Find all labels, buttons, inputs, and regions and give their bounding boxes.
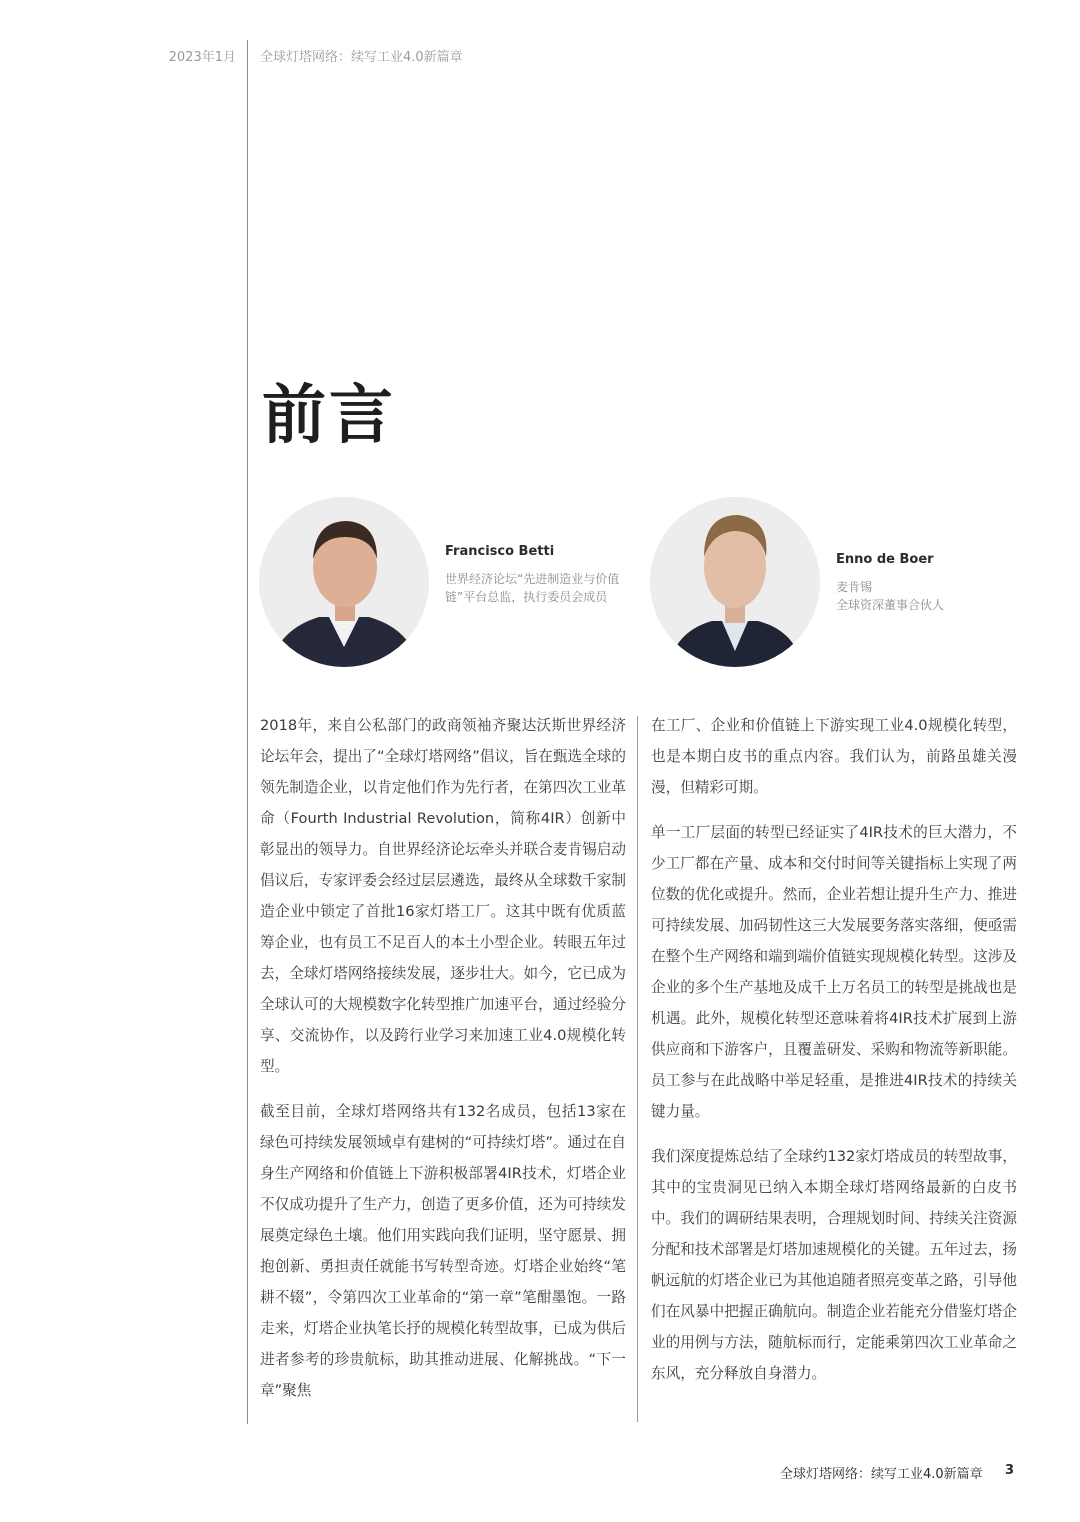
vertical-rule — [247, 40, 248, 1424]
column-divider — [637, 716, 638, 1422]
body-paragraph: 单一工厂层面的转型已经证实了4IR技术的巨大潜力，不少工厂都在产量、成本和交付时间等关键指标上实现了两位数的优化或提升。然而，企业若想让提升生产力、推进可持续发展、加码韧性这三大发展要务落实落细，便亟需在整个生产网络和端到端价值链实现规模化转型。这涉及企业的多个生产基地及成千上万名员工的转型是挑战也是机遇。此外，规模化转型还意味着将4IR技术扩展到上游供应商和下游客户，且覆盖研发、采购和物流等新职能。员工参与在此战略中举足轻重，是推进4IR技术的持续关键力量。 — [651, 824, 1017, 1120]
author-name: Enno de Boer — [836, 552, 934, 567]
footer-doc-title: 全球灯塔网络：续写工业4.0新篇章 — [780, 1467, 983, 1482]
author-role: 世界经济论坛“先进制造业与价值链”平台总监，执行委员会成员 — [445, 572, 620, 604]
body-paragraph: 在工厂、企业和价值链上下游实现工业4.0规模化转型，也是本期白皮书的重点内容。我们认为，前路虽雄关漫漫，但精彩可期。 — [651, 717, 1017, 796]
body-paragraph: 2018年，来自公私部门的政商领袖齐聚达沃斯世界经济论坛年会，提出了“全球灯塔网络”倡议，旨在甄选全球的领先制造企业，以肯定他们作为先行者，在第四次工业革命（Fourth Industrial Revolution，简称4IR）创新中彰显出的领导力。自世界经济论坛牵头并联合麦肯锡启动倡议后，专家评委会经过层层遴选，最终从全球数千家制造企业中锁定了首批16家灯塔工厂。这其中既有优质蓝筹企业，也有员工不足百人的本土小型企业。转眼五年过去，全球灯塔网络接续发展，逐步壮大。如今，它已成为全球认可的大规模数字化转型推广加速平台，通过经验分享、交流协作，以及跨行业学习来加速工业4.0规模化转型。 — [260, 717, 626, 1075]
author-name: Francisco Betti — [445, 544, 555, 559]
author-photo-francisco-betti — [259, 497, 429, 667]
author-photo-enno-de-boer — [650, 497, 820, 667]
header-doc-title: 全球灯塔网络：续写工业4.0新篇章 — [260, 50, 463, 65]
header-date: 2023年1月 — [168, 50, 236, 65]
page-number: 3 — [1005, 1463, 1015, 1478]
body-paragraph: 我们深度提炼总结了全球约132家灯塔成员的转型故事，其中的宝贵洞见已纳入本期全球灯塔网络最新的白皮书中。我们的调研结果表明，合理规划时间、持续关注资源分配和技术部署是灯塔加速规模化的关键。五年过去，扬帆远航的灯塔企业已为其他追随者照亮变革之路，引导他们在风暴中把握正确航向。制造企业若能充分借鉴灯塔企业的用例与方法，随航标而行，定能乘第四次工业革命之东风，充分释放自身潜力。 — [651, 1148, 1017, 1382]
author-role: 麦肯锡 全球资深董事合伙人 — [836, 580, 945, 612]
body-paragraph: 截至目前，全球灯塔网络共有132名成员，包括13家在绿色可持续发展领域卓有建树的“可持续灯塔”。通过在自身生产网络和价值链上下游积极部署4IR技术，灯塔企业不仅成功提升了生产力，创造了更多价值，还为可持续发展奠定绿色土壤。他们用实践向我们证明，坚守愿景、拥抱创新、勇担责任就能书写转型奇迹。灯塔企业始终“笔耕不辍”，令第四次工业革命的“第一章”笔酣墨饱。一路走来，灯塔企业执笔长抒的规模化转型故事，已成为供后进者参考的珍贵航标，助其推动进展、化解挑战。“下一章”聚焦 — [260, 1103, 626, 1399]
body-right-column — [651, 710, 1017, 1403]
page-title: 前言 — [262, 379, 396, 453]
body-left-column — [260, 710, 626, 1420]
